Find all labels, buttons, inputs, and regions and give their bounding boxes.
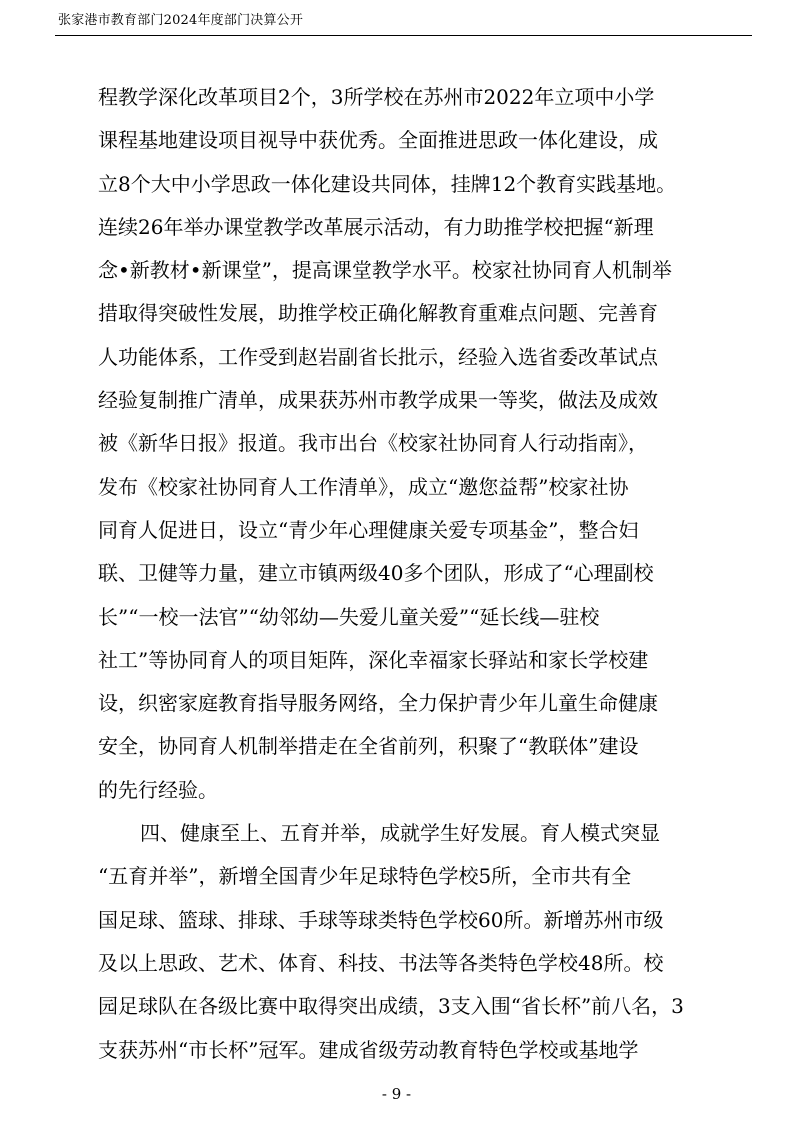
text-line: 联、卫健等力量，建立市镇两级40多个团队，形成了“心理副校 bbox=[98, 561, 654, 586]
text-line: 课程基地建设项目视导中获优秀。全面推进思政一体化建设，成 bbox=[98, 128, 658, 153]
running-header: 张家港市教育部门2024年度部门决算公开 bbox=[58, 13, 304, 28]
text-line: 发布《校家社协同育人工作清单》，成立“邀您益帮”校家社协 bbox=[98, 474, 629, 499]
text-line: 安全，协同育人机制举措走在全省前列，积聚了“教联体”建设 bbox=[98, 734, 639, 759]
text-line: 人功能体系，工作受到赵岩副省长批示，经验入选省委改革试点 bbox=[98, 344, 658, 369]
text-line: 社工”等协同育人的项目矩阵，深化幸福家长驿站和家长学校建 bbox=[98, 647, 649, 672]
text-line: “五育并举”，新增全国青少年足球特色学校5所，全市共有全 bbox=[98, 864, 632, 889]
text-line: 程教学深化改革项目2个，3所学校在苏州市2022年立项中小学 bbox=[98, 85, 655, 109]
text-line: 立8个大中小学思政一体化建设共同体，挂牌12个教育实践基地。 bbox=[98, 171, 677, 196]
text-line: 及以上思政、艺术、体育、科技、书法等各类特色学校48所。校 bbox=[98, 950, 664, 975]
text-line: 被《新华日报》报道。我市出台《校家社协同育人行动指南》， bbox=[98, 431, 648, 456]
text-line: 设，织密家庭教育指导服务网络，全力保护青少年儿童生命健康 bbox=[98, 691, 658, 716]
text-line: 支获苏州“市长杯”冠军。建成省级劳动教育特色学校或基地学 bbox=[98, 1037, 639, 1062]
text-line: 同育人促进日，设立“青少年心理健康关爱专项基金”，整合妇 bbox=[98, 517, 639, 542]
header-divider bbox=[55, 35, 752, 36]
text-line: 国足球、篮球、排球、手球等球类特色学校60所。新增苏州市级 bbox=[98, 907, 664, 932]
text-line: 长”“一校一法官”“幼邻幼—失爱儿童关爱”“延长线—驻校 bbox=[98, 604, 600, 629]
text-line: 措取得突破性发展，助推学校正确化解教育重难点问题、完善育 bbox=[98, 301, 658, 326]
text-line: 念•新教材•新课堂”，提高课堂教学水平。校家社协同育人机制举 bbox=[98, 258, 672, 283]
body-text bbox=[98, 76, 728, 1072]
page-number: - 9 - bbox=[381, 1085, 412, 1103]
text-line: 经验复制推广清单，成果获苏州市教学成果一等奖，做法及成效 bbox=[98, 388, 658, 413]
text-line: 的先行经验。 bbox=[98, 777, 218, 802]
paragraph-heading-line: 四、健康至上、五育并举，成就学生好发展。育人模式突显 bbox=[140, 821, 660, 846]
text-line: 连续26年举办课堂教学改革展示活动，有力助推学校把握“新理 bbox=[98, 214, 654, 239]
text-line: 园足球队在各级比赛中取得突出成绩，3支入围“省长杯”前八名，3 bbox=[98, 994, 684, 1019]
